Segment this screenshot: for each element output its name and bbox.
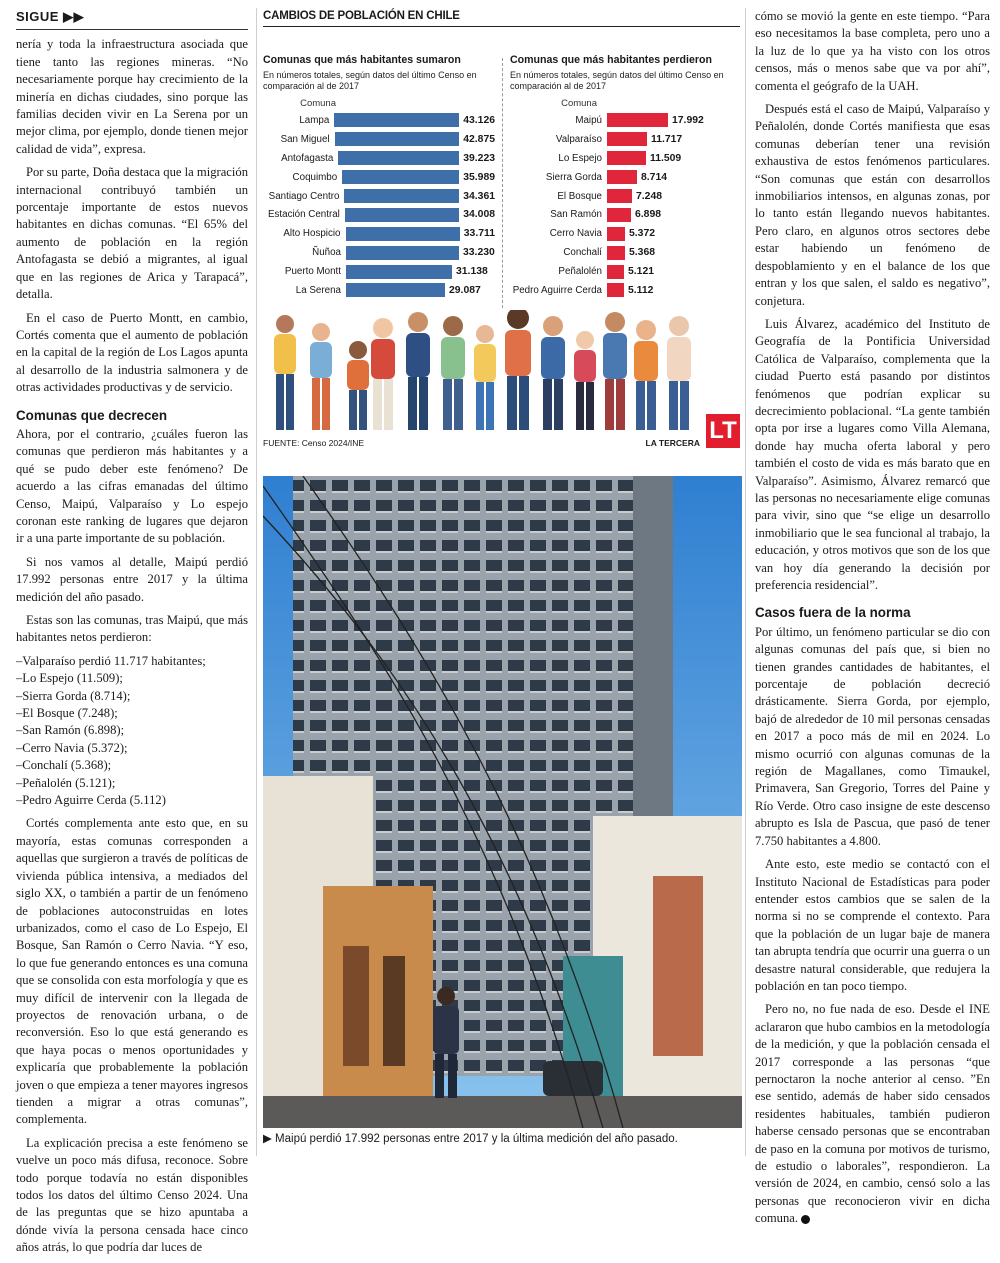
- person-figure: [541, 316, 565, 430]
- people-illustration: [263, 310, 703, 434]
- chart-lost: [510, 54, 742, 300]
- bar: [334, 113, 459, 127]
- bar: [346, 283, 445, 297]
- bar-category-label: Sierra Gorda: [545, 171, 602, 183]
- bar: [338, 151, 459, 165]
- person-figure: [347, 341, 369, 430]
- paragraph: Si nos vamos al detalle, Maipú perdió 17.992 personas entre 2017 y la última medición del año pasado.: [16, 554, 248, 604]
- bar-category-label: Lo Espejo: [558, 152, 602, 164]
- bar: [342, 170, 459, 184]
- bar-row: [263, 168, 495, 187]
- person-figure: [371, 318, 395, 430]
- list-item: –Conchalí (5.368);: [16, 758, 112, 773]
- person-figure: [441, 316, 465, 430]
- list-item: –Pedro Aguirre Cerda (5.112): [16, 793, 166, 808]
- bar-row: [510, 187, 742, 206]
- bar-value-label: 33.230: [463, 247, 495, 259]
- bar-category-label: Lampa: [299, 114, 330, 126]
- end-mark-icon: [801, 1215, 810, 1224]
- bar-row: [263, 281, 495, 300]
- street: [263, 1096, 742, 1128]
- person-figure: [603, 312, 627, 430]
- bar: [607, 265, 624, 279]
- infographic: [263, 10, 740, 458]
- bar-row: [263, 205, 495, 224]
- bar-row: [510, 281, 742, 300]
- bar-value-label: 34.361: [463, 190, 495, 202]
- bar-value-label: 31.138: [456, 266, 488, 278]
- person-figure: [474, 325, 496, 430]
- bar-category-label: Peñalolén: [558, 266, 602, 278]
- person-figure: [634, 320, 658, 430]
- right-column: [755, 8, 990, 1234]
- bar-value-label: 43.126: [463, 114, 495, 126]
- list-item: –Valparaíso perdió 11.717 habitantes;: [16, 653, 206, 668]
- chart-gained: [263, 54, 495, 300]
- bar-category-label: Maipú: [575, 114, 602, 126]
- bar: [607, 227, 625, 241]
- axis-label: Comuna: [300, 98, 336, 109]
- left-column: [16, 8, 248, 1263]
- paragraph: Ahora, por el contrario, ¿cuáles fueron las comunas que perdieron más habitantes y a qué se pudo deber este fenómeno? De acuerdo a las cifras emanadas del último Censo, Maipú, Valparaíso y Lo espejo coronan este ranking de lugares que dejaron ir a una parte importante de su población.: [16, 426, 248, 546]
- bar-category-label: Conchalí: [563, 247, 602, 259]
- list-item: –El Bosque (7.248);: [16, 706, 118, 721]
- bar-row: [263, 149, 495, 168]
- bar-row: [263, 187, 495, 206]
- bar: [607, 283, 624, 297]
- source-note: FUENTE: Censo 2024/INE: [263, 438, 365, 448]
- bar-row: [510, 168, 742, 187]
- paragraph: nería y toda la infraestructura asociada que tiene tanto las regiones mineras. “No necesariamente porque hay crecimiento de la minería en dichas ciudades, sino porque las familias deciden vivir en La Serena por un mejor clima, por ejemplo, donde tienen mejor calidad de vida”, expresa.: [16, 37, 248, 156]
- bar: [335, 132, 460, 146]
- chart-title: Comunas que más habitantes perdieron: [510, 54, 712, 66]
- bar-value-label: 7.248: [636, 190, 663, 202]
- paragraph: En el caso de Puerto Montt, en cambio, Cortés comenta que el aumento de población en la capital de la región de Los Lagos apunta al desarrollo de la industria salmonera y de otras actividades productivas y de servicio.: [16, 310, 248, 395]
- person-figure: [310, 323, 332, 430]
- bar: [607, 208, 631, 222]
- bar-category-label: Cerro Navia: [549, 228, 602, 240]
- bar-category-label: Estación Central: [267, 209, 340, 221]
- bar-row: [510, 205, 742, 224]
- bar-category-label: Valparaíso: [555, 133, 602, 145]
- paragraph: Por su parte, Doña destaca que la migración internacional contribuyó también un porcentaje importante de estos nuevos habitantes en dichas comunas. “El 65% del aumento de población en la región Antofagasta se debió a migrantes, al igual que en las regiones de Arica y Tarapacá”, detalla.: [16, 165, 248, 302]
- bar-value-label: 17.992: [672, 114, 704, 126]
- la-tercera-logo: LT: [706, 414, 740, 448]
- bar-value-label: 5.368: [629, 247, 656, 259]
- bar: [345, 208, 459, 222]
- infographic-title: CAMBIOS DE POBLACIÓN EN CHILE: [263, 10, 740, 27]
- bar-row: [510, 243, 742, 262]
- chart-separator: [502, 58, 503, 308]
- bar-row: [510, 224, 742, 243]
- photo-maipu-building: [263, 476, 742, 1128]
- bar-value-label: 33.711: [463, 228, 495, 240]
- bar-value-label: 5.121: [628, 266, 655, 278]
- bar-value-label: 35.989: [463, 171, 495, 183]
- person-figure: [667, 316, 691, 430]
- bar-category-label: Pedro Aguirre Cerda: [512, 284, 602, 296]
- paragraph: Ante esto, este medio se contactó con el Instituto Nacional de Estadísticas para poder entender estos cambios que se salen de la norma si no se comprende el contexto. Para que la población de un lugar baje de manera tan abrupta tendría que ocurrir una guerra o un desastre natural considerable, que redujera la población en tan poco tiempo.: [755, 857, 990, 993]
- bar-category-label: San Ramón: [550, 209, 602, 221]
- list-item: –Sierra Gorda (8.714);: [16, 688, 131, 703]
- bar-value-label: 8.714: [641, 171, 668, 183]
- bar-category-label: Santiago Centro: [268, 190, 340, 202]
- column-divider: [745, 8, 746, 1156]
- column-divider: [256, 8, 257, 1156]
- section-heading: Comunas que decrecen: [16, 407, 168, 423]
- bar-row: [510, 111, 742, 130]
- continued-label: SIGUE ▶▶: [16, 8, 248, 30]
- bar-category-label: San Miguel: [280, 133, 330, 145]
- bar-value-label: 5.112: [628, 284, 654, 296]
- bar: [607, 113, 668, 127]
- bar: [344, 189, 459, 203]
- paragraph: La explicación precisa a este fenómeno se vuelve un poco más difusa, reconoce. Sobre todo porque todavía no están disponibles todos los datos del último Censo 2024. Una de las preguntas que se hizo apuntaba a dónde vivía la persona censada hace cinco años atrás, lo que podría dar luces de: [16, 1135, 248, 1255]
- photo-caption: ▶ Maipú perdió 17.992 personas entre 2017 y la última medición del año pasado.: [263, 1133, 678, 1145]
- list-item: –Cerro Navia (5.372);: [16, 740, 128, 755]
- bar: [607, 170, 637, 184]
- paragraph: cómo se movió la gente en este tiempo. “Para eso necesitamos la base completa, pero uno a la luz de lo que ya ha visto con los otros censos, más o menos sabe que va por ahí”, comenta el geógrafo de la UAH.: [755, 9, 990, 93]
- bar: [346, 265, 452, 279]
- bar-row: [263, 262, 495, 281]
- paragraph: Cortés complementa ante esto que, en su mayoría, estas comunas corresponden a aquellas que surgieron a través de políticas de vivienda pública intensiva, a mediados del siglo XX, o también a partir de un fenómeno de poblaciones autoconstruidas en lotes urbanizados, como el caso de Lo Espejo, El Bosque, San Ramón o Cerro Navia. “Y eso, lo que fue generando entonces es una comuna que se consolida con esta morfología y que es muy difícil de intervenir con la llegada de proyectos de renovación urbana, o de reconversión. Eso lo que está generando es que haya pocas o menos oportunidades y explicaría que probablemente la población joven o que empieza a tener mayores ingresos tienden a migrar a otras comunas”, complementa.: [16, 816, 248, 1127]
- bar: [346, 227, 460, 241]
- bar-value-label: 29.087: [449, 284, 481, 296]
- bar-row: [510, 149, 742, 168]
- credit: LA TERCERA: [645, 438, 700, 448]
- person-figure: [505, 310, 531, 430]
- bar-category-label: Puerto Montt: [284, 266, 341, 278]
- bar-list: [510, 98, 742, 300]
- bar-category-label: Antofagasta: [281, 152, 334, 164]
- bar-value-label: 34.008: [463, 209, 495, 221]
- bar: [607, 151, 646, 165]
- paragraph: Después está el caso de Maipú, Valparaíso y Peñalolén, donde Cortés manifiesta que esas comunas deberían tener una revisión exhaustiva de estos fenómenos particulares. “Son comunas que están con desarrollos inmobiliarios intensos, en algunas zonas, por lo tanto están llegando nuevos habitantes. Pero claro, en algunos otros sectores debe estar habiendo un fenómeno de despoblamiento y en el balance de los que entran y los que salen, el saldo es negativo”, conjetura.: [755, 102, 990, 308]
- bar-row: [510, 130, 742, 149]
- bar-row: [510, 262, 742, 281]
- bar-row: [263, 224, 495, 243]
- paragraph: Por último, un fenómeno particular se dio con algunas comunas del país que, si bien no tienen grandes cantidades de habitantes, el porcentaje de población decreció drásticamente. Sierra Gorda, por ejemplo, bajó de alrededor de 10 mil personas censadas en 2017 a poco más de mil en 2024. Lo mismo ocurrió con algunas comunas de la región de Magallanes, como Timaukel, Primavera, San Gregorio, Torres del Paine y Río Verde. Otro caso insigne de este descenso abrupto es Isla de Pascua, que pasó de tener 7.750 habitantes a 4.800.: [755, 624, 990, 848]
- bar-row: [263, 243, 495, 262]
- paragraph: Estas son las comunas, tras Maipú, que más habitantes netos perdieron:: [16, 613, 248, 645]
- paragraph-text: Pero no, no fue nada de eso. Desde el INE aclararon que hubo cambios en la metodología de la medición, y que la población censada el 2017 corresponde a las personas “que pernoctaron la noche anterior al censo. ”En ese sentido, además de haber sido censados residentes habituales, también pudieron haberse censado personas que se encontraban de paso en la comuna por motivos de turismo, de estudio o laborales”, respondieron. La versión de 2024, en cambio, censó solo a las personas que reconocieron vivir en dicha comuna.: [755, 1002, 991, 1226]
- bar-value-label: 39.223: [463, 152, 495, 164]
- bar-value-label: 6.898: [635, 209, 662, 221]
- bar: [607, 246, 625, 260]
- bar-value-label: 42.875: [463, 133, 495, 145]
- bar-category-label: El Bosque: [557, 190, 602, 202]
- commune-list: [16, 653, 248, 810]
- person-figure: [274, 315, 296, 430]
- bar: [607, 132, 647, 146]
- chart-subtitle: En números totales, según datos del último Censo en comparación al de 2017: [263, 70, 477, 91]
- bar-row: [263, 111, 495, 130]
- axis-label: Comuna: [561, 98, 597, 109]
- bar: [346, 246, 459, 260]
- section-heading: Casos fuera de la norma: [755, 605, 911, 621]
- paragraph: [755, 1001, 990, 1227]
- bar-category-label: La Serena: [295, 284, 341, 296]
- bar-category-label: Alto Hospicio: [283, 228, 341, 240]
- bar-value-label: 5.372: [629, 228, 656, 240]
- list-item: –Lo Espejo (11.509);: [16, 671, 123, 686]
- bar-category-label: Ñuñoa: [312, 247, 341, 259]
- bar-row: [263, 130, 495, 149]
- bar-value-label: 11.717: [651, 133, 683, 145]
- bar-value-label: 11.509: [650, 152, 682, 164]
- chart-title: Comunas que más habitantes sumaron: [263, 54, 461, 66]
- list-item: –Peñalolén (5.121);: [16, 775, 116, 790]
- bar-category-label: Coquimbo: [292, 171, 338, 183]
- list-item: –San Ramón (6.898);: [16, 723, 125, 738]
- person-figure: [406, 312, 430, 430]
- bar-list: [263, 98, 495, 300]
- chart-subtitle: En números totales, según datos del último Censo en comparación al de 2017: [510, 70, 724, 91]
- paragraph: Luis Álvarez, académico del Instituto de Geografía de la Pontificia Universidad Católica de Valparaíso, complementa que la ciudad Puerto está pasando por distintos fenómenos que podrían explicar su decrecimiento poblacional. “La gente también opta por irse a lugares como Villa Alemana, donde hay mucha oferta laboral y pero también el costo de vida es más barato que en Valparaíso”. Asimismo, Álvarez remarcó que las personas no necesariamente elige comunas para vivir, sino que “se elige un desarrollo inmobiliario que le sea funcional al trabajo, la educación, y otros motivos que son de los que van hoy día generando la decisión por preferencia residencial”.: [755, 316, 990, 592]
- bar: [607, 189, 632, 203]
- person-figure: [574, 331, 596, 430]
